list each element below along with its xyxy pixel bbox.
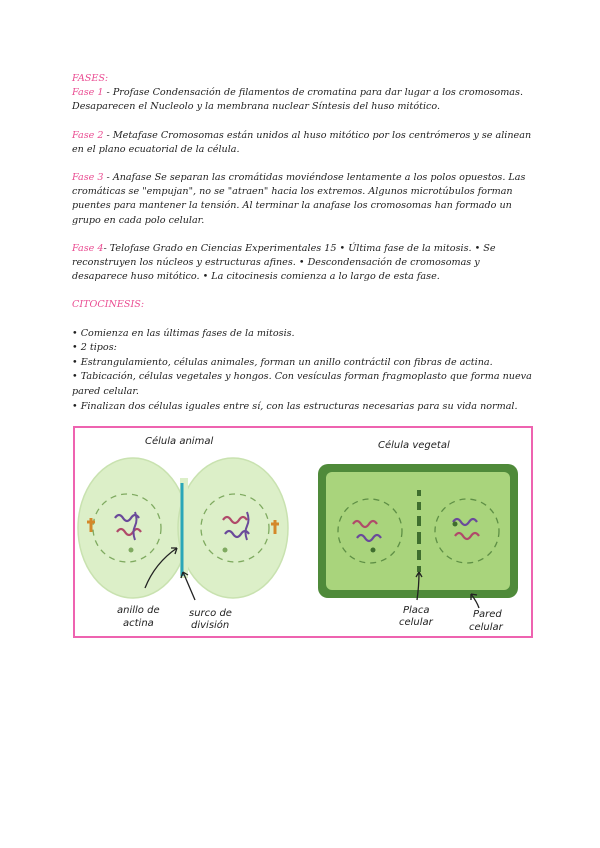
- animal-cell-left: [78, 458, 188, 598]
- plant-cell: [318, 464, 518, 608]
- list-item: • 2 tipos:: [72, 342, 117, 354]
- animal-cell-title: Célula animal: [145, 436, 214, 447]
- cytokinesis-figure: [73, 426, 533, 638]
- phase-3-text: - Anafase Se separan las cromátidas moviéndose lentamente a los polos opuestos. Las cromáticas se "empujan", no se "atraen" hacia los extremos. Algunos microtúbulos forman puentes para mantener la tensión. Al terminar la anafase los cromosomas han formado un grupo en cada polo celular.: [72, 172, 526, 226]
- label-surco-2: división: [191, 620, 230, 631]
- cytokinesis-illustration: [75, 428, 531, 636]
- label-pared-2: celular: [469, 622, 503, 633]
- list-item: • Comienza en las últimas fases de la mitosis.: [72, 327, 295, 339]
- phases-heading: FASES:: [72, 73, 109, 84]
- nucleolus: [129, 548, 134, 553]
- animal-cell-right: [178, 458, 288, 598]
- label-pared-1: Pared: [473, 609, 502, 620]
- list-item: • Estrangulamiento, células animales, forman un anillo contráctil con fibras de actina.: [72, 356, 493, 368]
- citocinesis-list: [72, 327, 532, 415]
- phase-4-label: Fase 4: [72, 242, 104, 254]
- phase-1-label: Fase 1: [72, 87, 104, 99]
- label-surco-1: surco de: [189, 608, 232, 619]
- list-item: • Finalizan dos células iguales entre sí, con las estructuras necesarias para su vida normal.: [72, 400, 518, 412]
- nucleolus: [371, 548, 376, 553]
- phase-4-paragraph: [72, 242, 532, 285]
- phase-3-paragraph: [72, 171, 532, 228]
- nucleolus: [223, 548, 228, 553]
- document-body: [72, 72, 532, 414]
- label-anillo-2: actina: [123, 618, 154, 629]
- plant-cell-title: Célula vegetal: [378, 440, 450, 451]
- citocinesis-heading: CITOCINESIS:: [72, 299, 145, 311]
- phase-1-paragraph: [72, 86, 532, 114]
- phase-2-paragraph: [72, 129, 532, 157]
- phase-2-text: - Metafase Cromosomas están unidos al huso mitótico por los centrómeros y se alinean en el plano ecuatorial de la célula.: [72, 129, 532, 155]
- animal-cell: [78, 458, 288, 600]
- label-anillo-1: anillo de: [117, 605, 160, 616]
- nucleolus: [453, 522, 458, 527]
- phase-2-label: Fase 2: [72, 129, 104, 141]
- phase-3-label: Fase 3: [72, 172, 104, 184]
- plant-cell-interior: [326, 472, 510, 590]
- label-placa-2: celular: [399, 617, 433, 628]
- label-placa-1: Placa: [403, 605, 430, 616]
- phase-1-text: - Profase Condensación de filamentos de cromatina para dar lugar a los cromosomas. Desaparecen el Nucleolo y la membrana nuclear Síntesis del huso mitótico.: [72, 87, 523, 113]
- phase-4-text: - Telofase Grado en Ciencias Experimentales 15 • Última fase de la mitosis. • Se reconstruyen los núcleos y estructuras afines. • Descondensación de cromosomas y desaparece huso mitótico. • La citocinesis comienza a lo largo de esta fase.: [72, 242, 496, 283]
- list-item: • Tabicación, células vegetales y hongos. Con vesículas forman fragmoplasto que forma nueva pared celular.: [72, 371, 532, 398]
